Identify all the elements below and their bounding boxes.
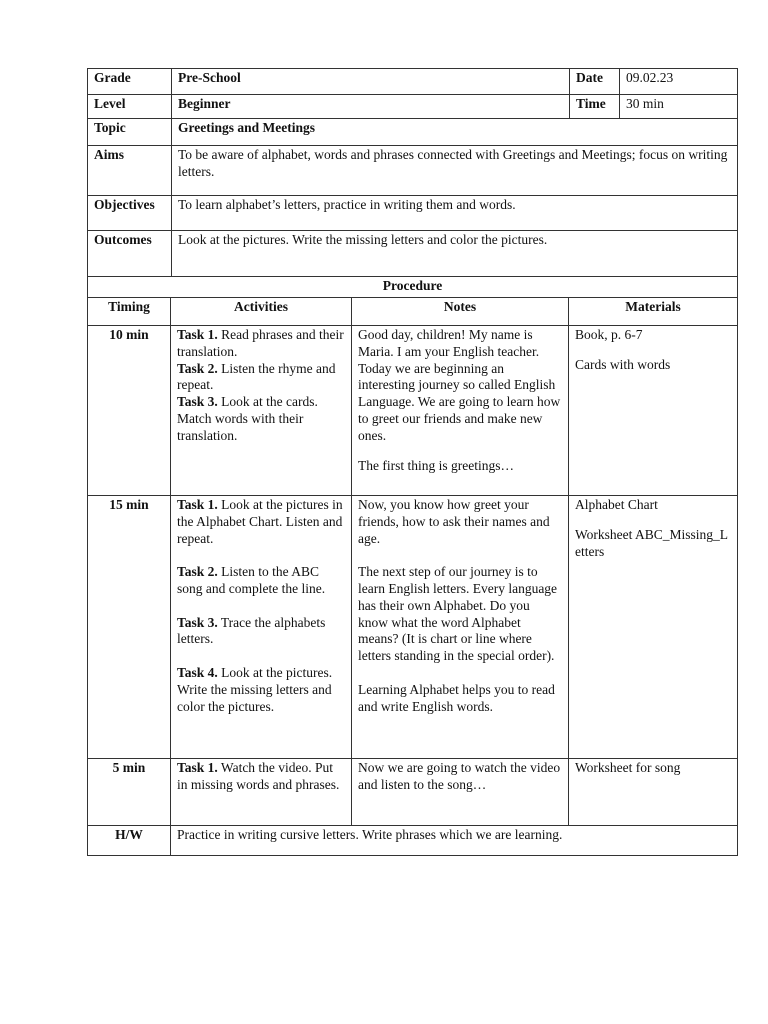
procedure-row [88, 759, 738, 826]
objectives-value: To learn alphabet’s letters, practice in writing them and words. [172, 196, 738, 231]
topic-label: Topic [88, 119, 172, 146]
task-item: Task 1. Look at the pictures in the Alphabet Chart. Listen and repeat. [177, 497, 343, 546]
aims-value: To be aware of alphabet, words and phrases connected with Greetings and Meetings; focus on writing letters. [172, 146, 738, 196]
material-item: Worksheet for song [575, 760, 681, 775]
lesson-info-table [87, 68, 738, 277]
homework-label: H/W [88, 826, 171, 856]
outcomes-label: Outcomes [88, 231, 172, 277]
task-item: Task 3. Trace the alphabets letters. [177, 614, 326, 647]
notes-paragraph: Good day, children! My name is Maria. I am your English teacher. Today we are beginning an interesting journey so called English Language. We are going to learn how to greet our friends and make new ones. [358, 327, 561, 443]
task-item: Task 2. Listen to the ABC song and complete the line. [177, 564, 326, 596]
task-item: Task 1. Watch the video. Put in missing words and phrases. [177, 760, 340, 792]
procedure-title: Procedure [88, 277, 738, 298]
notes-cell [352, 759, 569, 826]
grade-label: Grade [88, 69, 172, 95]
notes-paragraph: Learning Alphabet helps you to read and write English words. [358, 681, 555, 714]
aims-label: Aims [88, 146, 172, 196]
timing-cell: 5 min [88, 759, 171, 826]
date-value: 09.02.23 [620, 69, 738, 95]
procedure-row [88, 496, 738, 759]
topic-value: Greetings and Meetings [172, 119, 738, 146]
material-item: Alphabet Chart [575, 497, 658, 512]
activities-cell [171, 496, 352, 759]
col-timing-header: Timing [88, 298, 171, 326]
col-notes-header: Notes [352, 298, 569, 326]
notes-paragraph: The first thing is greetings… [358, 457, 514, 473]
activities-cell [171, 326, 352, 496]
material-item: Worksheet ABC_Missing_Letters [575, 526, 729, 559]
level-label: Level [88, 95, 172, 119]
task-item: Task 2. Listen the rhyme and repeat. [177, 360, 336, 393]
col-materials-header: Materials [569, 298, 738, 326]
time-value: 30 min [620, 95, 738, 119]
homework-value: Practice in writing cursive letters. Write phrases which we are learning. [171, 826, 738, 856]
notes-paragraph: Now we are going to watch the video and listen to the song… [358, 760, 561, 792]
notes-cell [352, 326, 569, 496]
level-value: Beginner [172, 95, 570, 119]
task-item: Task 4. Look at the pictures. Write the missing letters and color the pictures. [177, 664, 333, 714]
material-item: Cards with words [575, 356, 671, 372]
timing-cell: 10 min [88, 326, 171, 496]
materials-cell [569, 326, 738, 496]
material-item: Book, p. 6-7 [575, 327, 643, 342]
col-activities-header: Activities [171, 298, 352, 326]
notes-paragraph: The next step of our journey is to learn English letters. Every language has their own Alphabet. Do you know what the word Alphabet means? (It is chart or line where letters standing in the special order). [358, 564, 558, 664]
task-item: Task 1. Read phrases and their translation. [177, 327, 344, 359]
date-label: Date [570, 69, 620, 95]
outcomes-value: Look at the pictures. Write the missing letters and color the pictures. [172, 231, 738, 277]
objectives-label: Objectives [88, 196, 172, 231]
procedure-table [87, 276, 738, 856]
grade-value: Pre-School [172, 69, 570, 95]
time-label: Time [570, 95, 620, 119]
procedure-row [88, 326, 738, 496]
timing-cell: 15 min [88, 496, 171, 759]
activities-cell [171, 759, 352, 826]
materials-cell [569, 759, 738, 826]
notes-paragraph: Now, you know how greet your friends, how to ask their names and age. [358, 497, 550, 546]
task-item: Task 3. Look at the cards. Match words with their translation. [177, 394, 318, 443]
notes-cell [352, 496, 569, 759]
materials-cell [569, 496, 738, 759]
